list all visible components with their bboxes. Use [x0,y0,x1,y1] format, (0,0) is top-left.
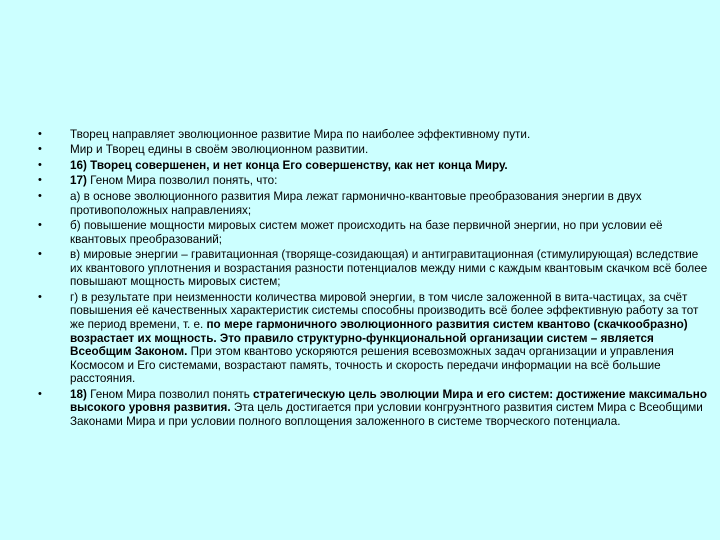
text-segment: Геном Мира позволил понять, что: [86,174,278,188]
list-item [38,291,710,386]
text-segment: Эта цель достигается при условии конгруэнтного развития систем Мира с Всеобщими Законами Мира и при условии полного воплощения заложенного в системе творческого потенциала. [70,401,703,428]
list-item [38,128,710,142]
bullet-icon: • [38,219,42,232]
bold-text-segment: стратегическую цель эволюции Мира и его систем: достижение максимально высокого уровня развития. [70,387,707,415]
text-segment: Геном Мира позволил понять [86,387,254,401]
list-item [38,143,710,157]
list-item [38,219,710,246]
text-segment: а) в основе эволюционного развития Мира лежат гармонично-квантовые преобразования энергии в двух противоположных направлениях; [70,189,642,217]
bullet-list [38,128,710,430]
list-item [38,248,710,289]
bullet-icon: • [38,189,42,202]
list-item-text [70,128,530,141]
text-segment: Мир и Творец едины в своём эволюционном развитии. [70,143,369,157]
text-segment: в) мировые энергии – гравитационная (творяще-созидающая) и антигравитационная (стимулирующая) вследствие их квантового уплотнения и возрастания разности потенциалов между ними с каждым квантовым скачком всё более повышают мощность мировых систем; [70,248,708,289]
list-item-text [70,174,277,187]
bullet-icon: • [38,248,42,261]
list-item-text [70,143,368,156]
text-segment: При этом квантово ускоряются решения всевозможных задач организации и управления Космосом и Его системами, возрастают память, точность и скорость передачи информации на всё большие расстояния. [70,345,674,386]
bold-text-segment: 16) Творец совершенен, и нет конца Его совершенству, как нет конца Миру. [70,158,508,172]
list-item [38,159,710,173]
bullet-icon: • [38,143,42,156]
bullet-icon: • [38,128,42,140]
bullet-icon: • [38,158,42,171]
list-item-text [70,388,707,428]
list-item-text [70,219,662,246]
list-item-text [70,190,642,217]
list-item-text [70,159,508,172]
bold-text-segment: по мере гармоничного эволюционного развития систем квантово (скачкообразно) возрастает их мощность. Это правило структурно-функциональной организации систем – является Всеобщим Законом. [70,317,688,359]
bullet-icon: • [38,290,42,303]
list-item-text [70,248,707,288]
list-item [38,190,710,217]
bullet-icon: • [38,387,42,400]
list-item-text [70,291,698,386]
bullet-icon: • [38,174,42,187]
text-segment: Творец направляет эволюционное развитие Мира по наиболее эффективному пути. [70,128,531,141]
bold-text-segment: 18) [70,387,87,401]
text-segment: г) в результате при неизменности количества мировой энергии, в том числе заложенной в вита-частицах, за счёт повышения её качественных характеристик системы способны производить всё более эффективную работу за тот же период времени, т. е. [70,290,699,331]
list-item [38,174,710,188]
list-item [38,388,710,429]
text-segment: б) повышение мощности мировых систем может происходить на базе первичной энергии, но при условии её квантовых преобразований; [70,219,663,246]
bold-text-segment: 17) [70,174,87,188]
